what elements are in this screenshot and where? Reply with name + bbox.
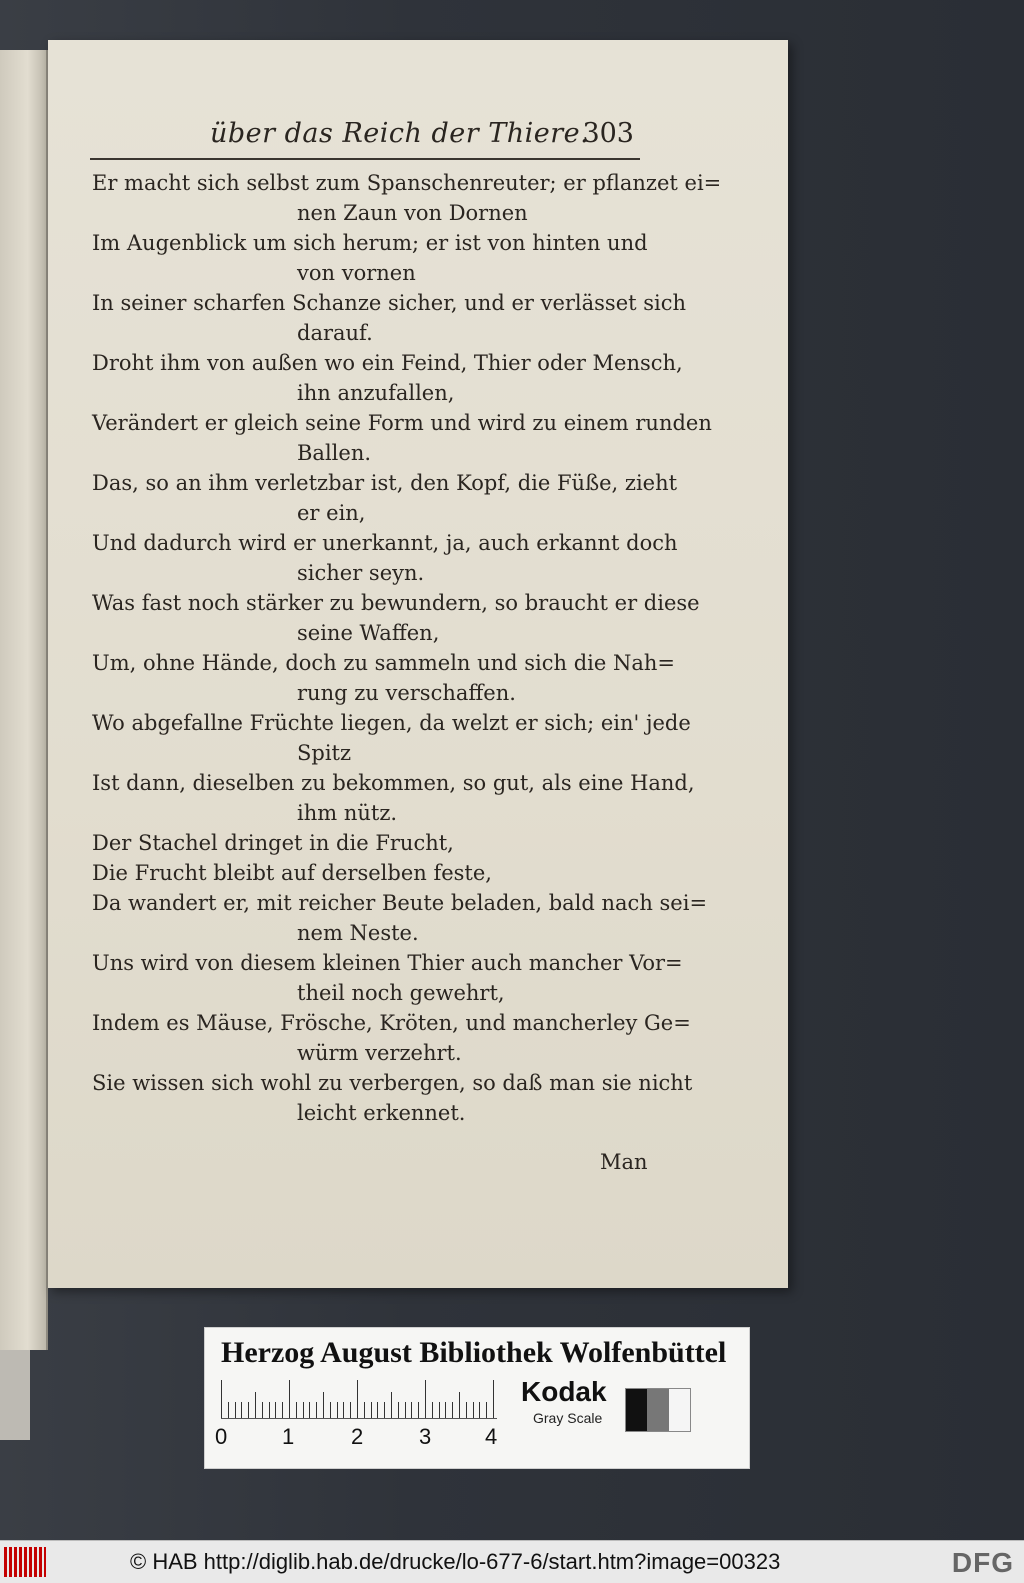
ruler-tick <box>316 1402 317 1418</box>
page-header <box>90 118 640 160</box>
ruler-tick <box>445 1402 446 1418</box>
ruler-tick <box>262 1402 263 1418</box>
ruler-tick <box>282 1402 283 1418</box>
ruler-tick <box>323 1392 324 1418</box>
verse-continuation: Spitz <box>297 741 352 765</box>
gray-scale-swatches <box>625 1388 691 1432</box>
verse <box>92 828 652 858</box>
verse-line: Droht ihm von außen wo ein Feind, Thier oder Mensch, <box>92 351 683 375</box>
ruler-tick <box>439 1402 440 1418</box>
ruler-tick <box>337 1402 338 1418</box>
verse-line: Die Frucht bleibt auf derselben feste, <box>92 861 492 885</box>
verse-line: Und dadurch wird er unerkannt, ja, auch erkannt doch <box>92 531 678 555</box>
color-target-card <box>204 1327 750 1469</box>
verse-line: Das, so an ihm verletzbar ist, den Kopf, die Füße, zieht <box>92 471 678 495</box>
ruler-tick <box>411 1402 412 1418</box>
book-edge <box>0 1350 30 1440</box>
running-title: über das Reich der Thiere. <box>210 118 590 149</box>
ruler-tick <box>391 1392 392 1418</box>
ruler-tick <box>486 1402 487 1418</box>
ruler-tick <box>241 1402 242 1418</box>
ruler-tick <box>466 1402 467 1418</box>
ruler-label: 0 <box>215 1424 228 1449</box>
ruler-tick <box>371 1402 372 1418</box>
verse-line: Im Augenblick um sich herum; er ist von hinten und <box>92 231 648 255</box>
verse <box>92 768 695 828</box>
verse <box>92 1068 693 1128</box>
ruler-tick <box>228 1402 229 1418</box>
page-number: 303 <box>582 118 634 149</box>
verse <box>92 858 652 888</box>
verse-line: Was fast noch stärker zu bewundern, so braucht er diese <box>92 591 700 615</box>
verse-line: Da wandert er, mit reicher Beute beladen, bald nach sei= <box>92 891 708 915</box>
verse-continuation: ihm nütz. <box>297 801 398 825</box>
facing-page-edge <box>0 50 48 1350</box>
verse <box>92 228 652 288</box>
ruler-tick <box>473 1402 474 1418</box>
verse <box>92 528 678 588</box>
verse-continuation: ihn anzufallen, <box>297 381 455 405</box>
ruler-tick <box>398 1402 399 1418</box>
barcode-icon <box>4 1547 46 1577</box>
verse-line: Um, ohne Hände, doch zu sammeln und sich die Nah= <box>92 651 676 675</box>
verse-continuation: nen Zaun von Dornen <box>297 201 528 225</box>
ruler-tick <box>269 1402 270 1418</box>
verse-line: Uns wird von diesem kleinen Thier auch mancher Vor= <box>92 951 683 975</box>
verse-continuation: leicht erkennet. <box>297 1101 466 1125</box>
verse-continuation: theil noch gewehrt, <box>297 981 505 1005</box>
ruler-tick <box>357 1380 358 1418</box>
ruler-tick <box>350 1402 351 1418</box>
verse-line: Der Stachel dringet in die Frucht, <box>92 831 454 855</box>
ruler-label: 2 <box>351 1424 364 1449</box>
dfg-logo: DFG <box>951 1547 1014 1578</box>
gray-scale-label: Gray Scale <box>533 1410 603 1426</box>
verse-line: Sie wissen sich wohl zu verbergen, so daß man sie nicht <box>92 1071 693 1095</box>
ruler-label: 3 <box>419 1424 432 1449</box>
verse-continuation: Ballen. <box>297 441 372 465</box>
ruler-tick <box>330 1402 331 1418</box>
verse-line: Wo abgefallne Früchte liegen, da welzt er sich; ein' jede <box>92 711 691 735</box>
gray-swatch <box>647 1389 668 1431</box>
verse-continuation: würm verzehrt. <box>297 1041 462 1065</box>
ruler-tick <box>248 1402 249 1418</box>
verse <box>92 648 676 708</box>
footer-credit[interactable]: © HAB http://diglib.hab.de/drucke/lo-677-6/start.htm?image=00323 <box>130 1549 781 1574</box>
verse <box>92 588 700 648</box>
gray-swatch <box>669 1389 690 1431</box>
verse <box>92 348 683 408</box>
ruler-tick <box>289 1380 290 1418</box>
ruler-tick <box>303 1402 304 1418</box>
verse-continuation: sicher seyn. <box>297 561 425 585</box>
ruler-tick <box>459 1392 460 1418</box>
verse <box>92 168 722 228</box>
ruler-tick <box>479 1402 480 1418</box>
ruler-label: 4 <box>485 1424 498 1449</box>
verse <box>92 408 712 468</box>
verse-line: In seiner scharfen Schanze sicher, und er verlässet sich <box>92 291 687 315</box>
verse-continuation: nem Neste. <box>297 921 419 945</box>
ruler-tick <box>235 1402 236 1418</box>
verse <box>92 888 708 948</box>
ruler-tick <box>452 1402 453 1418</box>
ruler-tick <box>405 1402 406 1418</box>
verse-line: Er macht sich selbst zum Spanschenreuter; er pflanzet ei= <box>92 171 722 195</box>
ruler-tick <box>275 1402 276 1418</box>
verse <box>92 468 678 528</box>
verse-continuation: von vornen <box>297 261 416 285</box>
ruler-tick <box>418 1402 419 1418</box>
ruler-tick <box>377 1402 378 1418</box>
verse-line: Indem es Mäuse, Frösche, Kröten, und mancherley Ge= <box>92 1011 691 1035</box>
verse-continuation: rung zu verschaffen. <box>297 681 516 705</box>
verse <box>92 948 683 1008</box>
kodak-logo: Kodak <box>521 1376 607 1407</box>
ruler-tick <box>343 1402 344 1418</box>
verse-continuation: darauf. <box>297 321 373 345</box>
verse-continuation: er ein, <box>297 501 366 525</box>
ruler-tick <box>493 1380 494 1418</box>
ruler-tick <box>425 1380 426 1418</box>
target-title: Herzog August Bibliothek Wolfenbüttel <box>221 1336 727 1369</box>
ruler-tick <box>221 1380 222 1418</box>
ruler-label: 1 <box>282 1424 295 1449</box>
verse-continuation: seine Waffen, <box>297 621 440 645</box>
ruler-tick <box>384 1402 385 1418</box>
catchword: Man <box>600 1150 648 1174</box>
verse-text <box>92 168 722 1128</box>
verse <box>92 708 691 768</box>
verse-line: Ist dann, dieselben zu bekommen, so gut, als eine Hand, <box>92 771 695 795</box>
ruler-tick <box>296 1402 297 1418</box>
footer-bar <box>0 1540 1024 1583</box>
verse <box>92 288 687 348</box>
ruler-tick <box>309 1402 310 1418</box>
ruler-tick <box>255 1392 256 1418</box>
verse <box>92 1008 691 1068</box>
ruler-scale <box>221 1378 497 1419</box>
ruler-tick <box>432 1402 433 1418</box>
ruler-tick <box>364 1402 365 1418</box>
verse-line: Verändert er gleich seine Form und wird zu einem runden <box>92 411 712 435</box>
gray-swatch <box>626 1389 647 1431</box>
